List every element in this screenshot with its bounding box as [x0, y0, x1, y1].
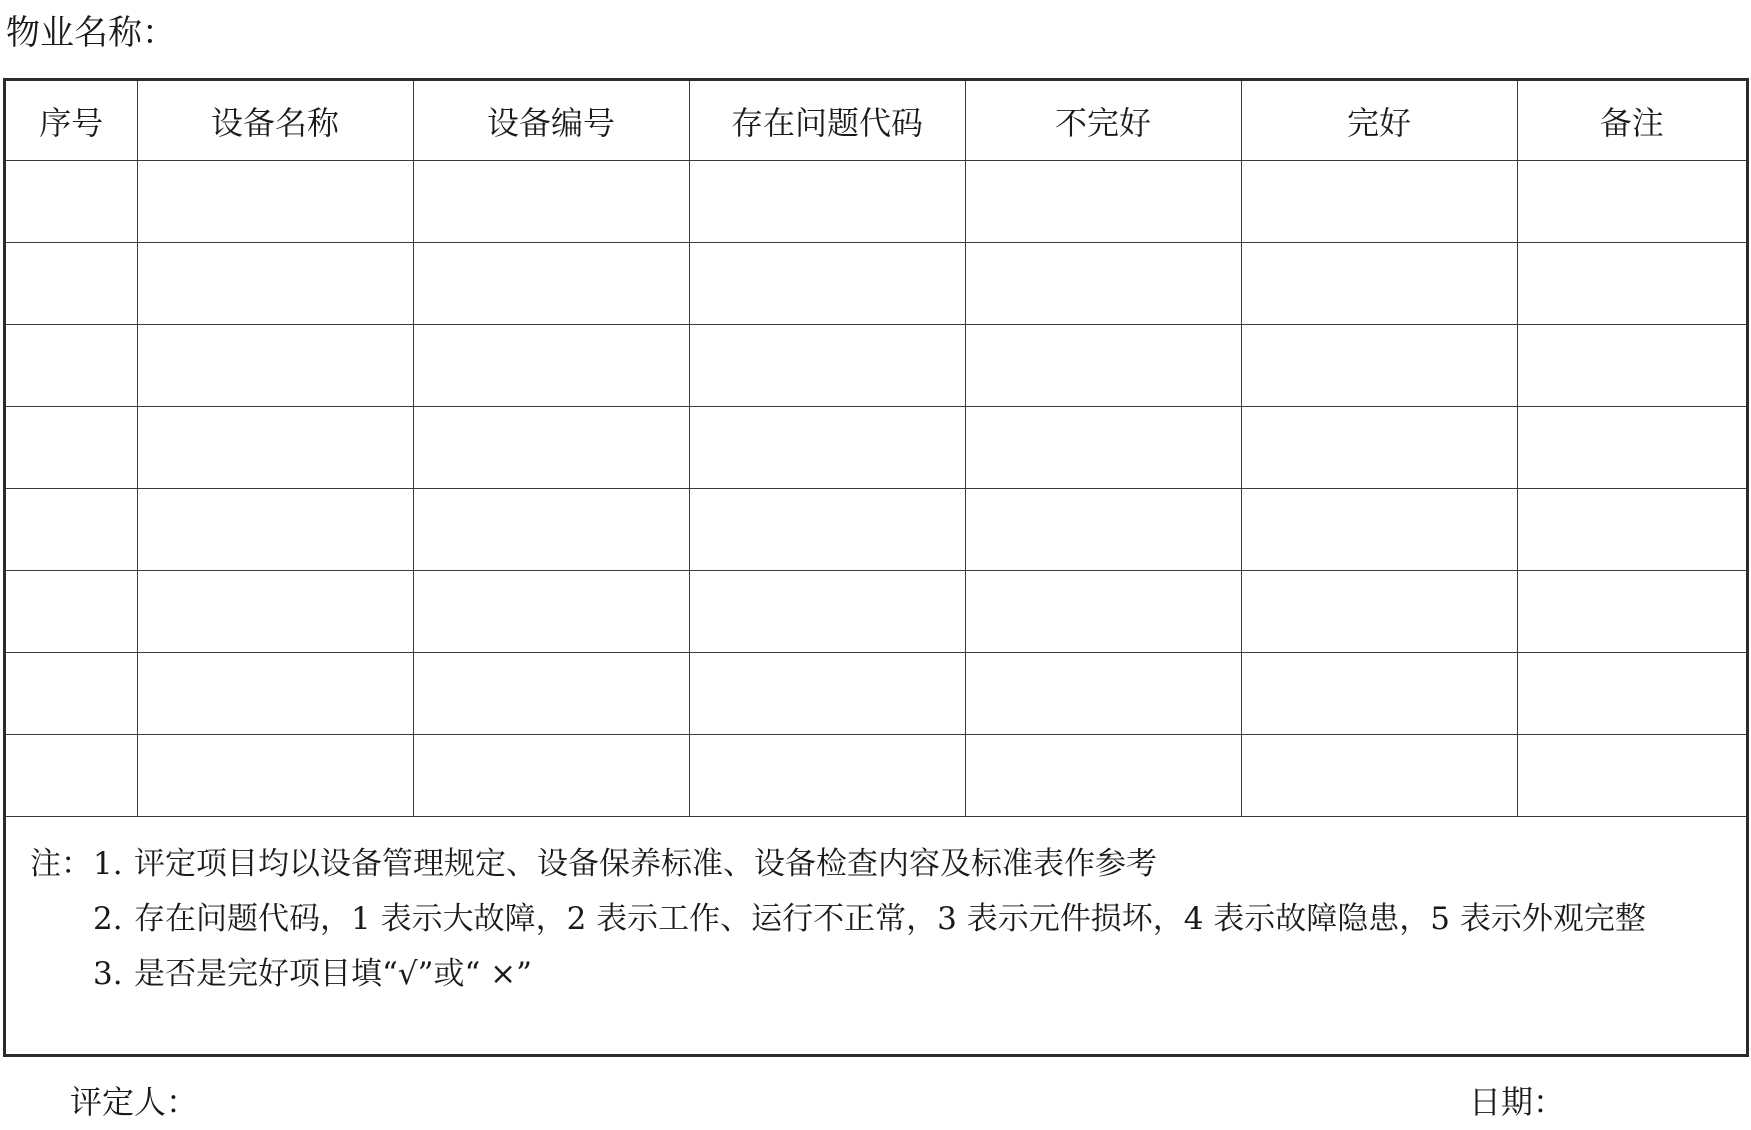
table-row	[6, 325, 1746, 407]
table-cell[interactable]	[965, 735, 1241, 817]
table-row	[6, 571, 1746, 653]
table-cell[interactable]	[689, 161, 965, 243]
table-cell[interactable]	[965, 489, 1241, 571]
table-cell[interactable]	[6, 571, 137, 653]
table-cell[interactable]	[137, 161, 413, 243]
table-cell[interactable]	[413, 571, 689, 653]
note-text: 评定项目均以设备管理规定、设备保养标准、设备检查内容及标准表作参考	[134, 846, 1157, 882]
inspection-form	[3, 78, 1749, 1057]
table-cell[interactable]	[1241, 653, 1517, 735]
inspection-table	[6, 81, 1746, 817]
table-cell[interactable]	[965, 407, 1241, 489]
table-header-row	[6, 81, 1746, 161]
notes-section	[6, 825, 1746, 990]
table-cell[interactable]	[1241, 735, 1517, 817]
column-header-remarks: 备注	[1517, 81, 1746, 161]
table-cell[interactable]	[965, 161, 1241, 243]
table-cell[interactable]	[965, 653, 1241, 735]
table-cell[interactable]	[137, 325, 413, 407]
note-number: 1.	[93, 846, 123, 882]
table-cell[interactable]	[1241, 489, 1517, 571]
table-cell[interactable]	[689, 489, 965, 571]
table-cell[interactable]	[965, 571, 1241, 653]
table-cell[interactable]	[137, 489, 413, 571]
table-row	[6, 161, 1746, 243]
note-number: 3.	[93, 956, 123, 992]
evaluator-label: 评定人：	[70, 1083, 199, 1121]
table-cell[interactable]	[6, 325, 137, 407]
date-label: 日期：	[1469, 1083, 1566, 1121]
table-cell[interactable]	[689, 653, 965, 735]
table-cell[interactable]	[1241, 571, 1517, 653]
table-cell[interactable]	[413, 407, 689, 489]
column-header-good: 完好	[1241, 81, 1517, 161]
table-cell[interactable]	[1517, 571, 1746, 653]
table-cell[interactable]	[6, 407, 137, 489]
table-row	[6, 489, 1746, 571]
table-cell[interactable]	[413, 735, 689, 817]
column-header-serial: 序号	[6, 81, 137, 161]
note-number: 2.	[93, 901, 123, 937]
table-cell[interactable]	[137, 735, 413, 817]
column-header-not-good: 不完好	[965, 81, 1241, 161]
table-cell[interactable]	[413, 325, 689, 407]
table-row	[6, 653, 1746, 735]
table-row	[6, 243, 1746, 325]
table-cell[interactable]	[1517, 489, 1746, 571]
table-cell[interactable]	[1517, 161, 1746, 243]
table-cell[interactable]	[6, 653, 137, 735]
table-cell[interactable]	[1517, 325, 1746, 407]
table-cell[interactable]	[965, 325, 1241, 407]
table-cell[interactable]	[137, 571, 413, 653]
table-cell[interactable]	[1241, 243, 1517, 325]
table-row	[6, 735, 1746, 817]
table-cell[interactable]	[965, 243, 1241, 325]
table-cell[interactable]	[6, 243, 137, 325]
table-cell[interactable]	[689, 735, 965, 817]
table-cell[interactable]	[137, 653, 413, 735]
table-cell[interactable]	[137, 243, 413, 325]
table-cell[interactable]	[6, 489, 137, 571]
table-cell[interactable]	[6, 735, 137, 817]
table-cell[interactable]	[1241, 161, 1517, 243]
table-cell[interactable]	[689, 325, 965, 407]
table-cell[interactable]	[1517, 653, 1746, 735]
note-text: 存在问题代码，1 表示大故障，2 表示工作、运行不正常，3 表示元件损坏，4 表示故障隐患，5 表示外观完整	[134, 901, 1646, 937]
property-name-label: 物业名称：	[6, 13, 176, 53]
table-cell[interactable]	[1241, 325, 1517, 407]
table-cell[interactable]	[413, 489, 689, 571]
table-cell[interactable]	[6, 161, 137, 243]
note-text: 是否是完好项目填“√”或“ ×”	[134, 956, 532, 992]
table-cell[interactable]	[1517, 407, 1746, 489]
table-cell[interactable]	[413, 161, 689, 243]
table-cell[interactable]	[1517, 243, 1746, 325]
notes-prefix: 注：	[30, 846, 92, 882]
column-header-equipment-number: 设备编号	[413, 81, 689, 161]
table-cell[interactable]	[689, 571, 965, 653]
column-header-problem-code: 存在问题代码	[689, 81, 965, 161]
table-cell[interactable]	[1241, 407, 1517, 489]
column-header-equipment-name: 设备名称	[137, 81, 413, 161]
table-row	[6, 407, 1746, 489]
table-cell[interactable]	[1517, 735, 1746, 817]
note-line-1	[6, 825, 1746, 880]
table-cell[interactable]	[137, 407, 413, 489]
table-cell[interactable]	[689, 407, 965, 489]
table-cell[interactable]	[413, 653, 689, 735]
note-line-3	[6, 935, 1746, 990]
note-line-2	[6, 880, 1746, 935]
table-cell[interactable]	[413, 243, 689, 325]
table-cell[interactable]	[689, 243, 965, 325]
